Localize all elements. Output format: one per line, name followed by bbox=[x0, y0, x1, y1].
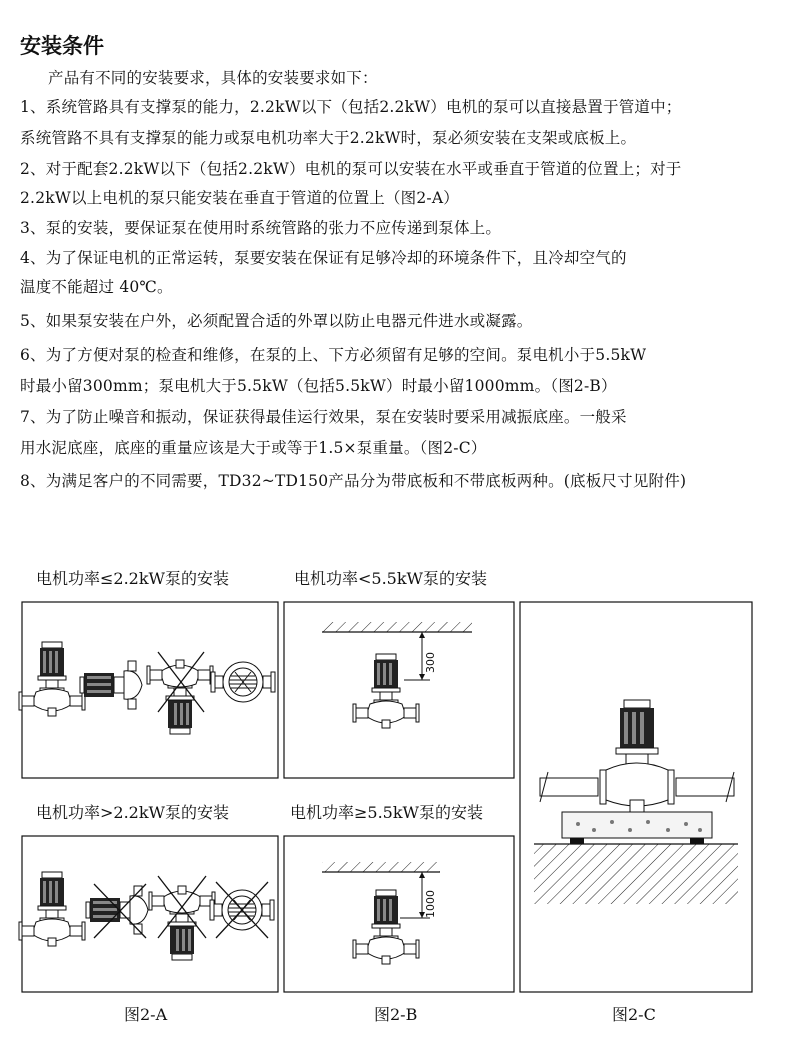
req-line: 时最小留300mm；泵电机大于5.5kW（包括5.5kW）时最小留1000mm。（图2-B） bbox=[20, 377, 617, 395]
req-line: 4、为了保证电机的正常运转，泵要安装在保证有足够冷却的环境条件下，且冷却空气的 bbox=[20, 249, 627, 267]
req-line: 温度不能超过 40℃。 bbox=[20, 278, 173, 296]
req-line: 2.2kW以上电机的泵只能安装在垂直于管道的位置上（图2-A） bbox=[20, 189, 459, 207]
ground-hatch bbox=[534, 844, 738, 904]
figure-label-2b: 图2-B bbox=[374, 1005, 418, 1024]
figure-label-2c: 图2-C bbox=[612, 1005, 656, 1024]
dim-1000-label: 1000 bbox=[424, 890, 437, 918]
fig-2b-bottom-frame bbox=[284, 836, 514, 992]
page-title: 安装条件 bbox=[20, 34, 104, 58]
req-line: 1、系统管路具有支撑泵的能力，2.2kW以下（包括2.2kW）电机的泵可以直接悬置于管道中； bbox=[20, 98, 682, 116]
dim-300-label: 300 bbox=[424, 652, 437, 673]
caption-2a-bottom: 电机功率>2.2kW泵的安装 bbox=[36, 803, 229, 822]
req-line: 3、泵的安装，要保证泵在使用时系统管路的张力不应传递到泵体上。 bbox=[20, 219, 502, 237]
req-line: 8、为满足客户的不同需要，TD32~TD150产品分为带底板和不带底板两种。(底板尺寸见附件) bbox=[20, 472, 687, 490]
caption-2a-top: 电机功率≤2.2kW泵的安装 bbox=[36, 569, 229, 588]
caption-2b-bottom: 电机功率≥5.5kW泵的安装 bbox=[290, 803, 483, 822]
intro-text: 产品有不同的安装要求，具体的安装要求如下： bbox=[48, 69, 378, 87]
req-line: 5、如果泵安装在户外，必须配置合适的外罩以防止电器元件进水或凝露。 bbox=[20, 312, 533, 330]
ceiling-hatch bbox=[322, 622, 472, 632]
ceiling-hatch bbox=[322, 862, 440, 872]
req-line: 用水泥底座，底座的重量应该是大于或等于1.5×泵重量。（图2-C） bbox=[20, 439, 487, 457]
req-line: 6、为了方便对泵的检查和维修，在泵的上、下方必须留有足够的空间。泵电机小于5.5kW bbox=[20, 346, 647, 364]
caption-2b-top: 电机功率<5.5kW泵的安装 bbox=[294, 569, 487, 588]
req-line: 7、为了防止噪音和振动，保证获得最佳运行效果，泵在安装时要采用减振底座。一般采 bbox=[20, 408, 627, 426]
req-line: 系统管路不具有支撑泵的能力或泵电机功率大于2.2kW时，泵必须安装在支架或底板上。 bbox=[20, 129, 637, 147]
figure-label-2a: 图2-A bbox=[124, 1005, 168, 1024]
req-line: 2、对于配套2.2kW以下（包括2.2kW）电机的泵可以安装在水平或垂直于管道的位置上；对于 bbox=[20, 160, 682, 178]
